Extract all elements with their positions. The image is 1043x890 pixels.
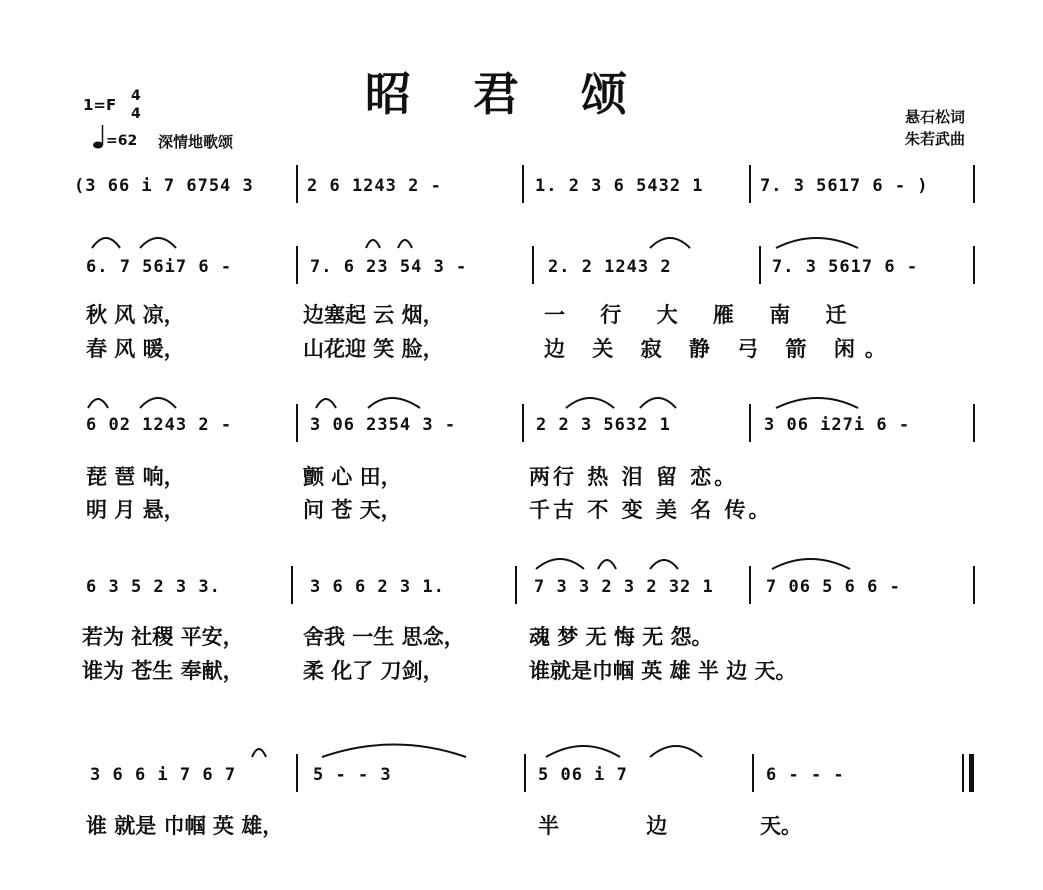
lyric-line: 柔 化了 刀剑，	[303, 659, 444, 683]
slur	[776, 398, 858, 408]
slur	[772, 559, 850, 569]
slur	[650, 746, 702, 757]
tempo-marking: =62	[106, 133, 138, 149]
slur	[546, 746, 620, 757]
slur	[566, 398, 614, 408]
lyric-line: 若为 社稷 平安，	[82, 625, 244, 649]
lyric-line: 舍我 一生 思念，	[303, 625, 465, 649]
lyric-line: 问 苍 天，	[303, 498, 402, 522]
lyric-line: 两行 热 泪 留 恋。	[529, 465, 739, 489]
lyric-line: 谁就是巾帼 英 雄 半 边 天。	[529, 659, 797, 683]
slur	[598, 560, 616, 569]
slur	[640, 398, 676, 408]
slur	[650, 238, 690, 248]
slur	[88, 399, 108, 408]
slur	[140, 238, 176, 248]
slur	[776, 238, 858, 248]
lyric-line: 谁 就是 巾帼 英 雄，	[86, 814, 284, 838]
lyric-line: 琵 琶 响，	[86, 465, 185, 489]
measure-notes: 6 02 1243 2 -	[86, 415, 233, 435]
slur	[650, 560, 678, 569]
measure-notes: 3 06 2354 3 -	[310, 415, 457, 435]
expression-marking: 深情地歌颂	[158, 133, 234, 151]
lyric-line: 谁为 苍生 奉献，	[82, 659, 244, 683]
lyric-line: 明 月 悬，	[86, 498, 185, 522]
measure-notes: 2 6 1243 2 -	[307, 176, 442, 196]
time-signature-top: 4	[131, 88, 141, 104]
measure-notes: 3 6 6 2 3 1.	[310, 577, 445, 597]
measure-notes: 5 06 i 7	[538, 765, 628, 785]
lyric-line: 千古 不 变 美 名 传。	[529, 498, 773, 522]
measure-notes: 7. 3 5617 6 -	[772, 257, 919, 277]
lyric-line: 秋 风 凉，	[86, 303, 185, 327]
lyric-line: 天。	[760, 814, 802, 838]
lyric-line: 颤 心 田，	[303, 465, 402, 489]
measure-notes: 1. 2 3 6 5432 1	[535, 176, 704, 196]
slur	[322, 745, 466, 758]
measure-notes: 2 2 3 5632 1	[536, 415, 671, 435]
slur	[140, 398, 176, 408]
composer-credit: 朱若武曲	[905, 130, 966, 148]
slur	[398, 240, 412, 248]
measure-notes: 7 3 3 2 3 2 32 1	[534, 577, 714, 597]
measure-notes: 6 - - -	[766, 765, 845, 785]
measure-notes: 7. 3 5617 6 - )	[760, 176, 929, 196]
lyric-line: 山花迎 笑 脸，	[303, 337, 444, 361]
slur	[252, 749, 266, 757]
lyric-line: 春 风 暖，	[86, 337, 185, 361]
lyricist-credit: 悬石松词	[905, 108, 966, 126]
measure-notes: 2. 2 1243 2	[548, 257, 672, 277]
key-signature: 1=F	[83, 96, 117, 114]
measure-notes: 7. 6 23 54 3 -	[310, 257, 468, 277]
measure-notes: 6 3 5 2 3 3.	[86, 577, 221, 597]
measure-notes: 7 06 5 6 6 -	[766, 577, 901, 597]
slur	[92, 238, 120, 248]
lyric-line: 半 边	[538, 814, 708, 838]
lyric-line: 边塞起 云 烟，	[303, 303, 444, 327]
slur	[536, 559, 584, 569]
lyric-line: 魂 梦 无 悔 无 怨。	[529, 625, 713, 649]
measure-notes: (3 66 i 7 6754 3	[74, 176, 254, 196]
page-title: 昭君颂	[365, 67, 689, 121]
slur	[368, 398, 420, 408]
lyric-line: 一 行 大 雁 南 迁	[544, 303, 861, 327]
measure-notes: 3 06 i27i 6 -	[764, 415, 911, 435]
measure-notes: 3 6 6 i 7 6 7	[90, 765, 237, 785]
measure-notes: 5 - - 3	[313, 765, 392, 785]
time-signature-bottom: 4	[131, 106, 141, 122]
slur	[316, 399, 336, 408]
lyric-line: 边 关 寂 静 弓 箭 闲。	[544, 337, 896, 361]
slur	[366, 240, 380, 248]
measure-notes: 6. 7 56i7 6 -	[86, 257, 233, 277]
